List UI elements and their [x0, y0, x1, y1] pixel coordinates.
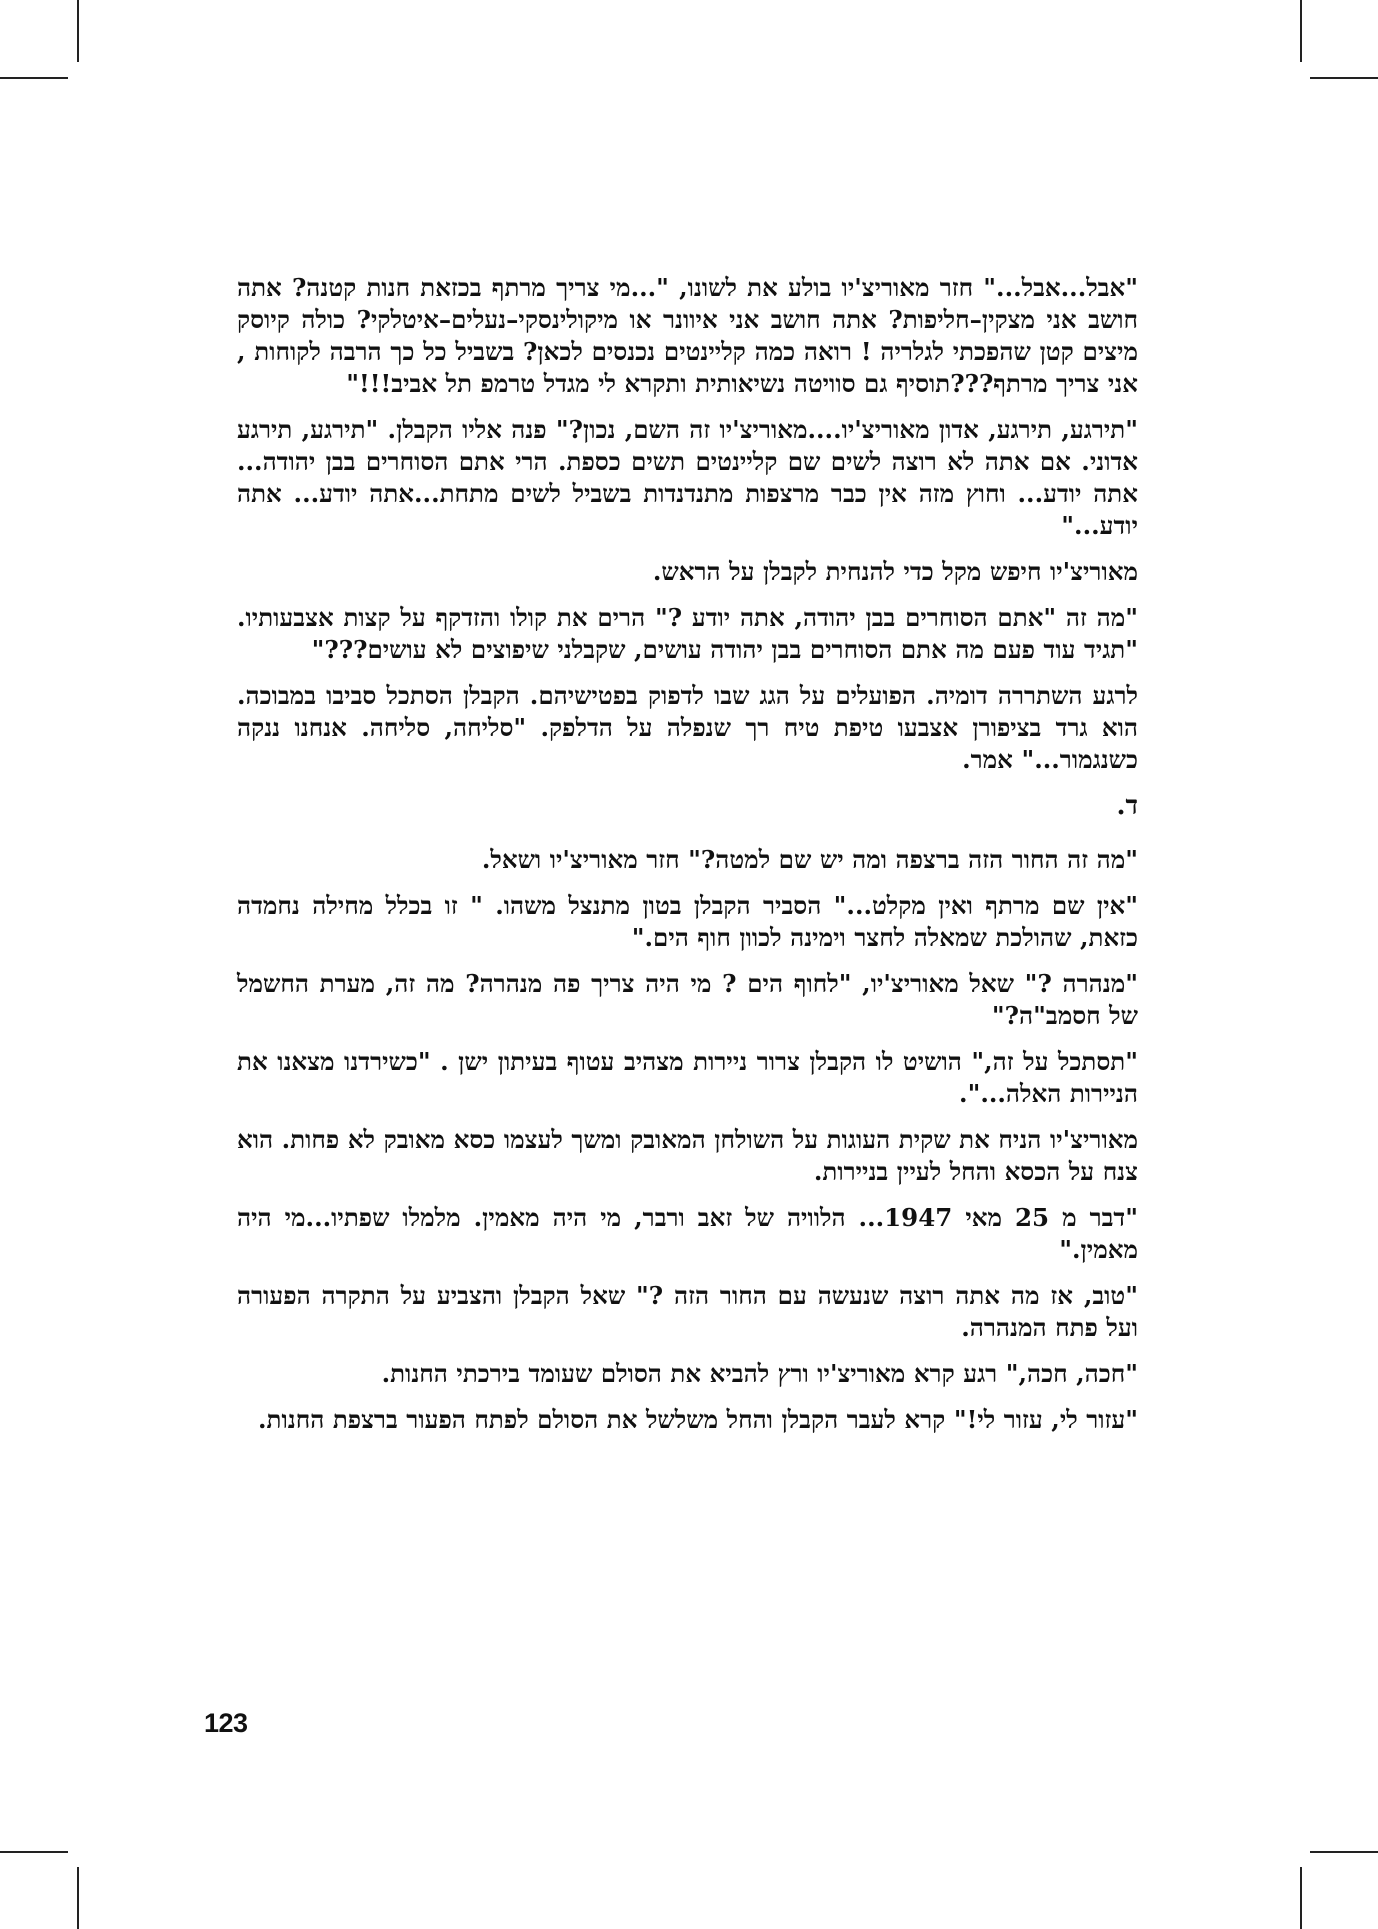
page-number: 123: [204, 1708, 248, 1738]
paragraph: "טוב, אז מה אתה רוצה שנעשה עם החור הזה ?" שאל הקבלן והצביע על התקרה הפעורה ועל פתח המנהרה.: [237, 1281, 1138, 1342]
body-text: [237, 272, 1138, 1450]
crop-mark-top-left-horizontal: [0, 77, 68, 79]
paragraph: "אין שם מרתף ואין מקלט..." הסביר הקבלן בטון מתנצל משהו. " זו בכלל מחילה נחמדה כזאת, שהולכת שמאלה לחצר וימינה לכוון חוף הים.": [237, 891, 1138, 952]
paragraph: "עזור לי, עזור לי!" קרא לעבר הקבלן והחל משלשל את הסולם לפתח הפעור ברצפת החנות.: [258, 1405, 1138, 1434]
paragraph: "מה זה החור הזה ברצפה ומה יש שם למטה?" חזר מאוריצ'יו ושאל.: [481, 845, 1138, 874]
paragraph: מאוריצ'יו הניח את שקית העוגות על השולחן המאובק ומשך לעצמו כסא מאובק לא פחות. הוא צנח על הכסא והחל לעיין בניירות.: [237, 1125, 1138, 1186]
paragraph: לרגע השתררה דומיה. הפועלים על הגג שבו לדפוק בפטישיהם. הקבלן הסתכל סביבו במבוכה. הוא גרד בציפורן אצבעו טיפת טיח רך שנפלה על הדלפק. "סליחה, סליחה. אנחנו ננקה כשנגמור..." אמר.: [237, 681, 1138, 774]
crop-mark-top-left-vertical: [77, 0, 79, 62]
paragraph: "דבר מ 25 מאי 1947... הלוויה של זאב ורבר, מי היה מאמין. מלמלו שפתיו...מי היה מאמין.": [237, 1203, 1138, 1264]
paragraph: "מנהרה ?" שאל מאוריצ'יו, "לחוף הים ? מי היה צריך פה מנהרה? מה זה, מערת החשמל של חסמב"ה?": [237, 969, 1138, 1030]
paragraph: "חכה, חכה," רגע קרא מאוריצ'יו ורץ להביא את הסולם שעומד בירכתי החנות.: [381, 1359, 1138, 1388]
crop-mark-bottom-left-vertical: [77, 1867, 79, 1929]
paragraph: "אבל...אבל..." חזר מאוריצ'יו בולע את לשונו, "...מי צריך מרתף בכזאת חנות קטנה? אתה חושב אני מצקין–חליפות? אתה חושב אני איוונר או מיקולינסקי–נעלים–איטלקי? כולה קיוסק מיצים קטן שהפכתי לגלריה ! רואה כמה קליינטים נכנסים לכאן? בשביל כל כך הרבה לקוחות , אני צריך מרתף???תוסיף גם סוויטה נשיאותית ותקרא לי מגדל טרמפ תל אביב!!!": [237, 273, 1138, 398]
paragraph: "מה זה "אתם הסוחרים בבן יהודה, אתה יודע ?" הרים את קולו והזדקף על קצות אצבעותיו. "תגיד עוד פעם מה אתם הסוחרים בבן יהודה עושים, שקבלני שיפוצים לא עושים???": [237, 603, 1138, 664]
crop-mark-top-right-horizontal: [1310, 77, 1378, 79]
crop-mark-bottom-left-horizontal: [0, 1851, 68, 1853]
crop-mark-bottom-right-horizontal: [1310, 1851, 1378, 1853]
section-heading: ד.: [1116, 791, 1138, 821]
crop-mark-top-right-vertical: [1300, 0, 1302, 62]
paragraph: מאוריצ'יו חיפש מקל כדי להנחית לקבלן על הראש.: [652, 557, 1138, 586]
crop-mark-bottom-right-vertical: [1300, 1867, 1302, 1929]
paragraph: "תסתכל על זה," הושיט לו הקבלן צרור ניירות מצהיב עטוף בעיתון ישן . "כשירדנו מצאנו את הניירות האלה...".: [237, 1047, 1138, 1108]
paragraph: "תירגע, תירגע, אדון מאוריצ'יו....מאוריצ'יו זה השם, נכון?" פנה אליו הקבלן. "תירגע, תירגע אדוני. אם אתה לא רוצה לשים שם קליינטים תשים כספת. הרי אתם הסוחרים בבן יהודה... אתה יודע... וחוץ מזה אין כבר מרצפות מתנדנדות בשביל לשים מתחת...אתה יודע... אתה יודע...": [237, 415, 1138, 540]
